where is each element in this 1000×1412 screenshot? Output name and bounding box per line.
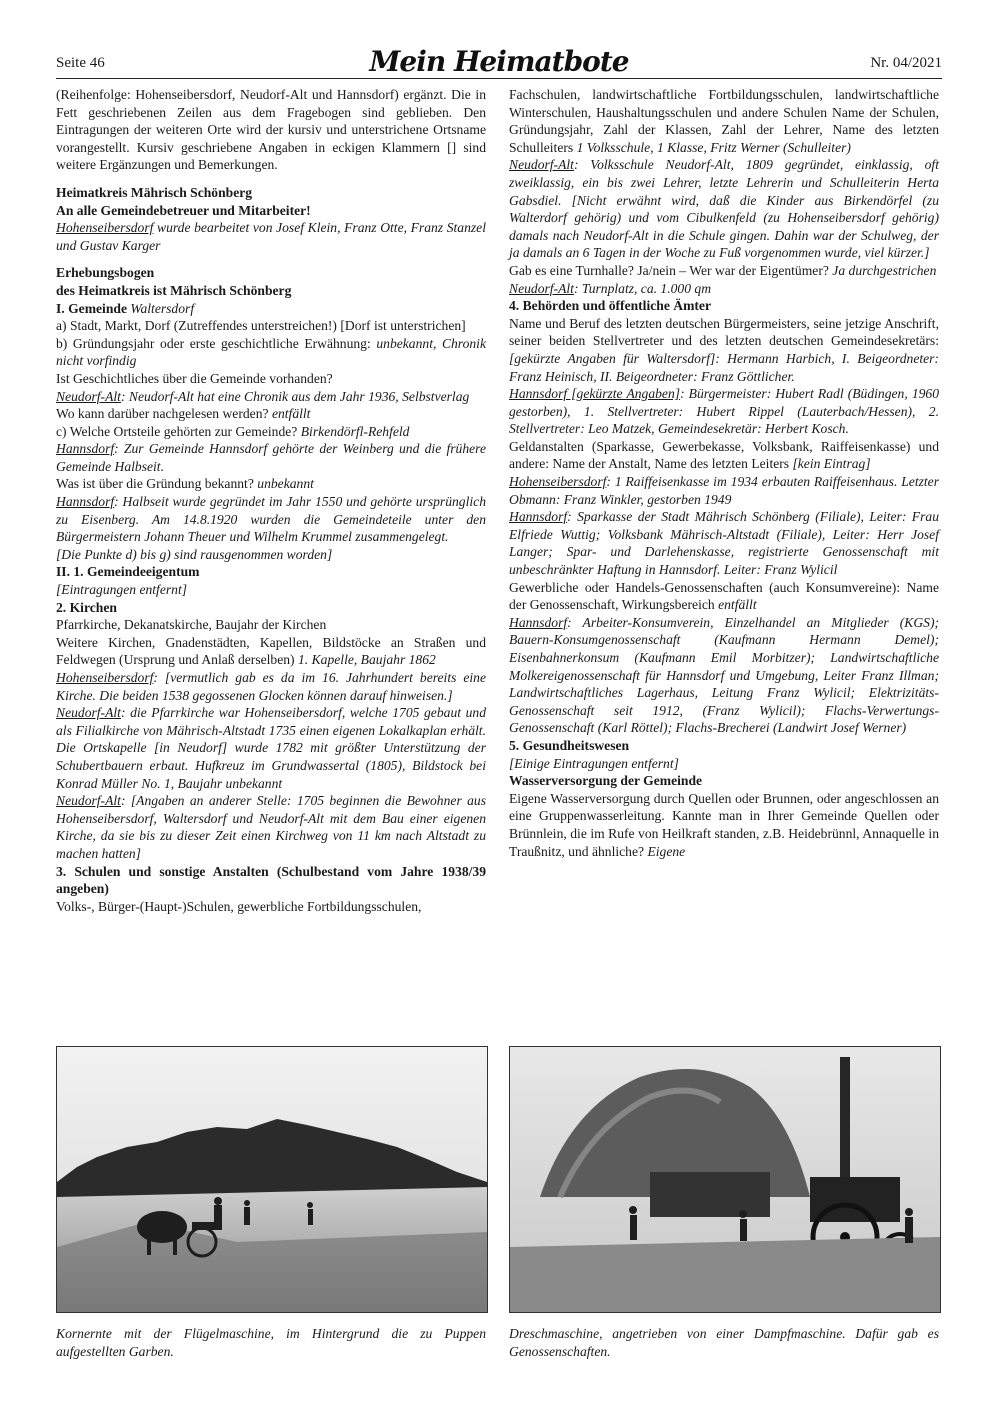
heading-behoerden: 4. Behörden und öffentliche Ämter — [509, 298, 712, 314]
header-rule — [56, 78, 942, 79]
question-c: c) Welche Ortsteile gehörten zur Gemeinde? Birkendörfl-Rehfeld — [56, 423, 410, 439]
question-a: a) Stadt, Markt, Dorf (Zutreffendes unterstreichen!) [Dorf ist unterstrichen] — [56, 318, 466, 334]
heading-schulen: 3. Schulen und sonstige Anstalten (Schulbestand vom Jahre 1938/39 angeben) — [56, 863, 486, 897]
entry-hohenseibersdorf-kirche: Hohenseibersdorf: [vermutlich gab es da im 16. Jahrhundert bereits eine Kirche. Die beiden 1538 gegossenen Glocken können darauf hinweisen.] — [56, 670, 486, 703]
question-founding: Was ist über die Gründung bekannt? unbekannt — [56, 476, 314, 492]
photo-harvest — [56, 1046, 488, 1313]
heading-gemeindeeigentum: II. 1. Gemeindeeigentum — [56, 564, 200, 580]
entry-neudorf-alt-volksschule: Neudorf-Alt: Volksschule Neudorf-Alt, 1809 gegründet, einklassig, oft zweiklassig, ein bis zwei Lehrer, letzte Lehrerin und Schulleiterin Herta Gabsdiel. [Nicht erwähnt wird, daß die Kinder aus Birkendörfel (zu Walterdorf gehörig) und vom Cibulkenfeld (zu Hohenseibersdorf gehörig) damals nach Neudorf-Alt in die Schule gingen. Dahin war der Schulweg, der ja damals an 6 Tagen in der Woche zu Fuß vorgenommen wurde, viel kürzer.] — [509, 157, 939, 261]
heading-an-alle: An alle Gemeindebetreuer und Mitarbeiter! — [56, 202, 311, 218]
note-entries-removed: [Eintragungen entfernt] — [56, 582, 188, 598]
paragraph-wasserversorgung: Eigene Wasserversorgung durch Quellen oder Brunnen, oder angeschlossen an eine Gruppenwasserleitung. Kannte man in Ihrer Gemeinde Quellen oder Brünnlein, die im Rufe von Heilkraft standen, z.B. Heidebrünnl, Annaquelle in Traußnitz, und ähnliche? Eigene — [509, 790, 939, 859]
question-history: Ist Geschichtliches über die Gemeinde vorhanden? — [56, 370, 333, 386]
question-genossenschaften: Gewerbliche oder Handels-Genossenschaften (auch Konsumvereine): Name der Genossenschaft, Wirkungsbereich entfällt — [509, 579, 939, 613]
note-points-removed: [Die Punkte d) bis g) sind rausgenommen worden] — [56, 546, 333, 562]
entry-hannsdorf-genossenschaften: Hannsdorf: Arbeiter-Konsumverein, Einzelhandel an Mitglieder (KGS); Bauern-Konsumgenossenschaft (Kaufmann Hermann Demel); Eisenbahnerkonsum (Kaufmann Emil Morbitzer); Landwirtschaftliche Molkereigenossenschaft für Hannsdorf und Umgebung, Leiter Franz Illman; Landwirtschaftliches Lagerhaus, Leitung Franz Wylicil; Elektrizitäts-Genossenschaft seit 1912, (Franz Wylicil); Flachs-Verwertungs-Genossenschaft (Karl Röttel); Flachs-Brecherei (Landwirt Josef Werner) — [509, 614, 939, 736]
left-column — [56, 86, 486, 915]
paragraph-hohenseibersdorf-editors: Hohenseibersdorf wurde bearbeitet von Josef Klein, Franz Otte, Franz Stanzel und Gustav Karger — [56, 220, 486, 253]
question-weitere-kirchen: Weitere Kirchen, Gnadenstädten, Kapellen, Bildstöcke an Straßen und Feldwegen (Ursprung und Anlaß derselben) 1. Kapelle, Baujahr 1862 — [56, 634, 486, 668]
caption-photo-harvest: Kornernte mit der Flügelmaschine, im Hintergrund die zu Puppen aufgestellten Garben. — [56, 1326, 486, 1359]
caption-photo-threshing: Dreschmaschine, angetrieben von einer Dampfmaschine. Dafür gab es Genossenschaften. — [509, 1326, 939, 1359]
entry-hohenseibersdorf-raiffeisen: Hohenseibersdorf: 1 Raiffeisenkasse im 1934 erbauten Raiffeisenhaus. Letzter Obmann: Franz Winkler, gestorben 1949 — [509, 474, 939, 507]
heading-wasserversorgung: Wasserversorgung der Gemeinde — [509, 773, 703, 789]
masthead-logo: Mein Heimatbote — [369, 45, 629, 78]
question-geldanstalten: Geldanstalten (Sparkasse, Gewerbekasse, Volksbank, Raiffeisenkasse) und andere: Name der Anstalt, Name des letzten Leiters [kein Eintrag] — [509, 438, 939, 472]
question-pfarrkirche: Pfarrkirche, Dekanatskirche, Baujahr der Kirchen — [56, 617, 327, 633]
entry-hannsdorf-sparkasse: Hannsdorf: Sparkasse der Stadt Mährisch Schönberg (Filiale), Leiter: Frau Elfriede Wuttig; Volksbank Mährisch-Altstadt (Filiale), Leiter: Herr Josef Langer; Spar- und Darlehenskasse, registrierte Genossenschaft mit unbeschränkter Haftung in Hannsdorf. Leiter: Franz Wylicil — [509, 509, 939, 578]
heading-erhebungsbogen: Erhebungsbogen — [56, 265, 155, 281]
question-where: Wo kann darüber nachgelesen werden? entfällt — [56, 406, 311, 422]
entry-neudorf-alt-turnplatz: Neudorf-Alt: Turnplatz, ca. 1.000 qm — [509, 280, 712, 296]
paragraph-schulen-cont: Fachschulen, landwirtschaftliche Fortbildungsschulen, landwirtschaftliche Winterschulen, Haushaltungsschulen und andere Schulen Name der Schulen, Gründungsjahr, Zahl der Klassen, Zahl der Lehrer, Name des letzten Schulleiters 1 Volksschule, 1 Klasse, Fritz Werner (Schulleiter) — [509, 87, 939, 155]
issue-number: Nr. 04/2021 — [870, 55, 942, 71]
photo-threshing — [509, 1046, 941, 1313]
heading-kirchen: 2. Kirchen — [56, 599, 117, 615]
question-buergermeister: Name und Beruf des letzten deutschen Bürgermeisters, seine jetzige Anschrift, seiner beiden Stellvertreter und des letzten deutschen Gemeindesekretärs: [gekürzte Angaben für Waltersdorf]: Hermann Harbich, I. Beigeordneter: Franz Heinisch, II. Beigeordneter: Franz Göttlicher. — [509, 315, 939, 384]
page-header — [56, 44, 942, 76]
paragraph-schulen: Volks-, Bürger-(Haupt-)Schulen, gewerbliche Fortbildungsschulen, — [56, 898, 422, 914]
entry-neudorf-alt-bau: Neudorf-Alt: [Angaben an anderer Stelle: 1705 beginnen die Bewohner aus Hohenseibersdorf, Waltersdorf und Neudorf-Alt mit dem Bau einer eigenen Kirche, da sie bis zu dieser Zeit einen Kirchweg von 11 km nach Altstadt zu machen hatten] — [56, 793, 486, 861]
entry-hannsdorf-buergermeister: Hannsdorf [gekürzte Angaben]: Bürgermeister: Hubert Radl (Büdingen, 1960 gestorben), 1. Stellvertreter: Hubert Rippel (Lauterbach/Hessen), 2. Stellvertreter: Leo Matzek, Gemeindesekretär: Herbert Kosch. — [509, 386, 940, 437]
heading-gesundheitswesen: 5. Gesundheitswesen — [509, 737, 630, 753]
entry-hannsdorf-ortsteile: Hannsdorf: Zur Gemeinde Hannsdorf gehörte der Weinberg und die frühere Gemeinde Halbseit. — [56, 441, 486, 474]
note-some-entries-removed: [Einige Eintragungen entfernt] — [509, 755, 679, 771]
question-b: b) Gründungsjahr oder erste geschichtliche Erwähnung: unbekannt, Chronik nicht vorfindig — [56, 335, 486, 369]
intro-paragraph: (Reihenfolge: Hohenseibersdorf, Neudorf-Alt und Hannsdorf) ergänzt. Die in Fett geschriebenen Zeilen aus dem Fragebogen sind geblieben. Den Eintragungen der weiteren Orte wird der kursiv und unterstrichene Ortsname vorangestellt. Kursiv geschriebene Angaben in eckigen Klammern [] sind weitere Ergänzungen und Bemerkungen. — [56, 87, 486, 173]
right-column — [509, 86, 939, 860]
heading-gemeinde: I. Gemeinde Waltersdorf — [56, 300, 195, 316]
question-turnhalle: Gab es eine Turnhalle? Ja/nein – Wer war der Eigentümer? Ja durchgestrichen — [509, 262, 937, 278]
heading-heimatkreis: Heimatkreis Mährisch Schönberg — [56, 184, 253, 200]
entry-neudorf-alt-chronik: Neudorf-Alt: Neudorf-Alt hat eine Chronik aus dem Jahr 1936, Selbstverlag — [56, 388, 470, 404]
entry-neudorf-alt-pfarrkirche: Neudorf-Alt: die Pfarrkirche war Hohenseibersdorf, welche 1705 gebaut und als Filialkirche von Mährisch-Altstadt 1735 einen eigenen Lokalkaplan erhält. Die Ortskapelle [in Neudorf] wurde 1782 mit größter Unterstützung der Schubertbauern erbaut. Hufkreuz im Grundwassertal (1805), Bildstock bei Konrad Müller No. 1, Baujahr unbekannt — [56, 705, 486, 791]
entry-hannsdorf-halbseit: Hannsdorf: Halbseit wurde gegründet im Jahr 1550 und gehörte ursprünglich zu Eisenberg. Am 14.8.1920 wurden die Gemeindeteile unter den Bürgermeistern Johann Theuer und Wilhelm Krummel zusammengelegt. — [56, 494, 486, 545]
heading-heimatkreis-sub: des Heimatkreis ist Mährisch Schönberg — [56, 282, 292, 298]
page-number: Seite 46 — [56, 55, 105, 71]
